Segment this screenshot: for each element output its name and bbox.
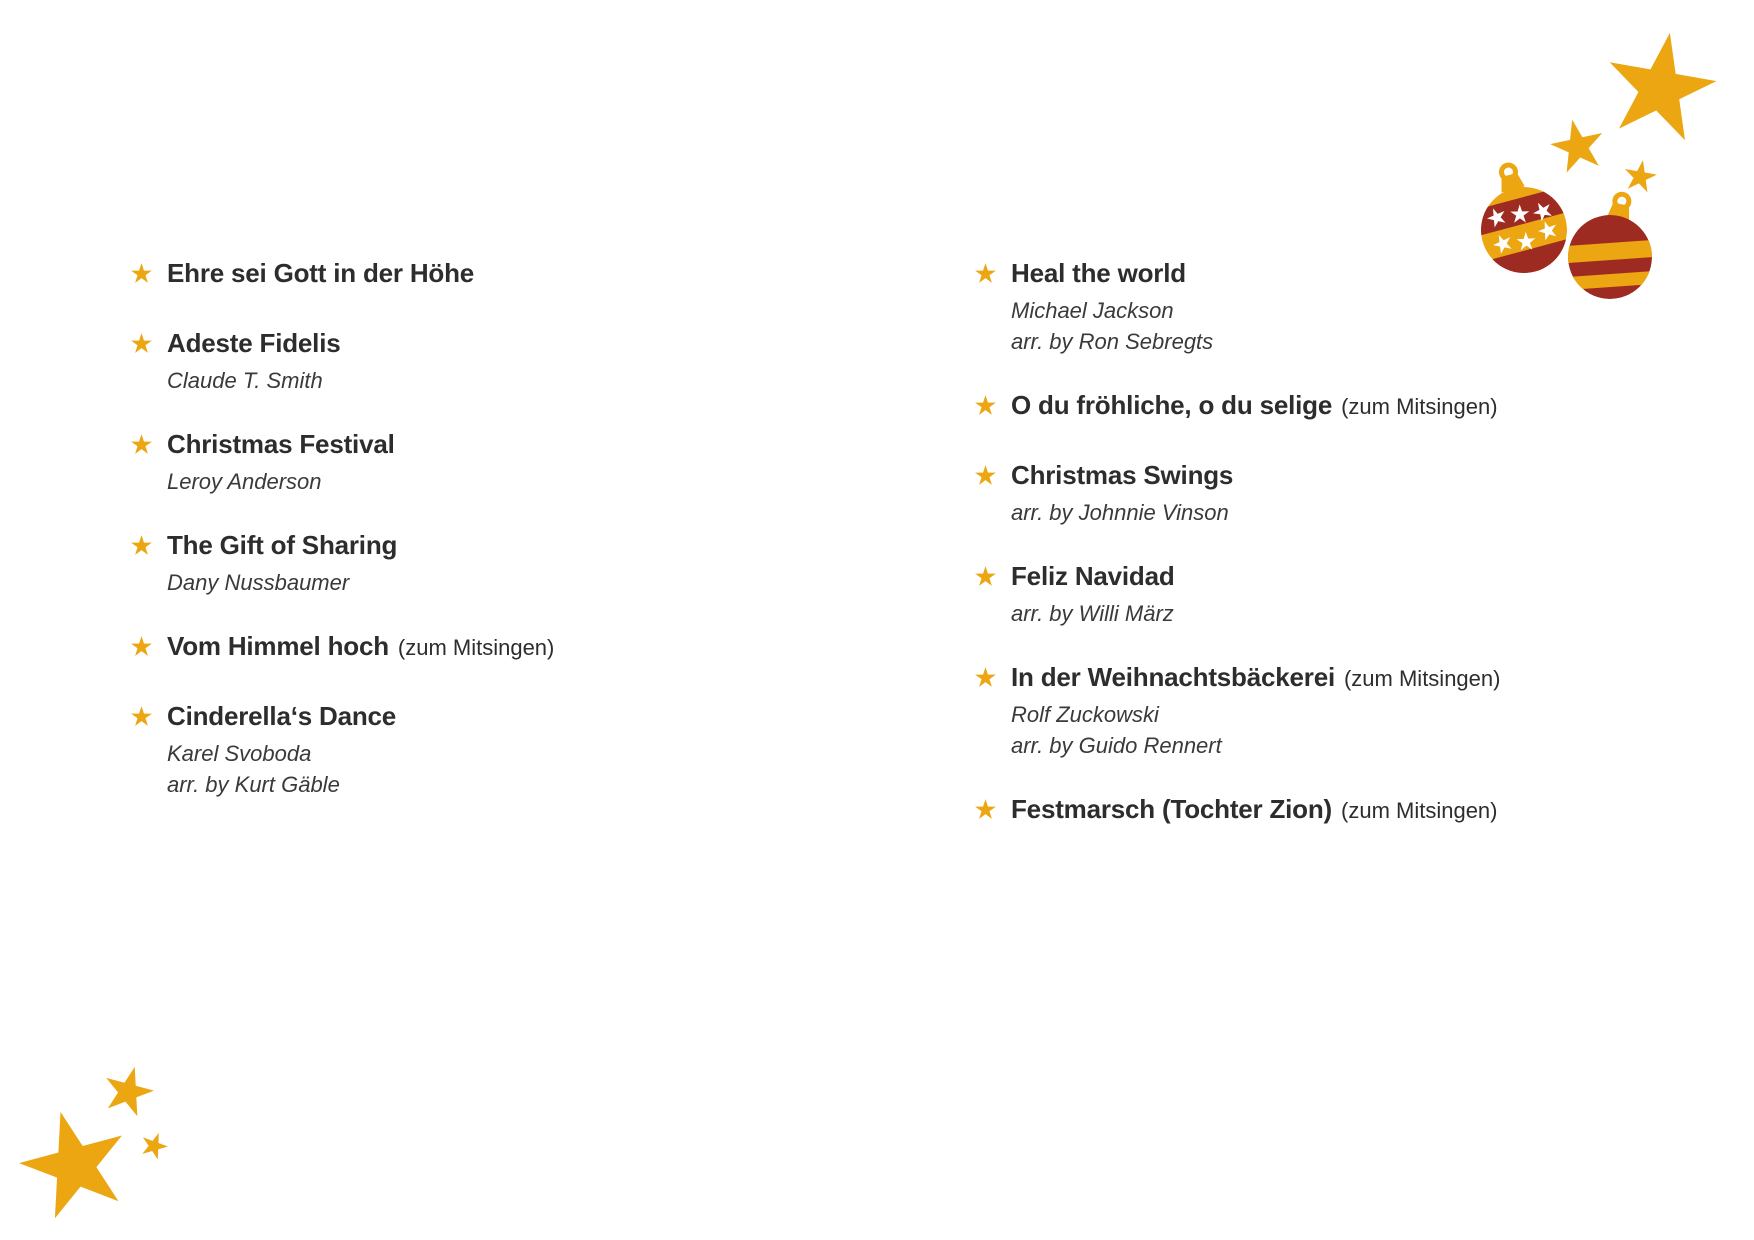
star-bullet-icon xyxy=(129,433,154,457)
song-title: The Gift of Sharing xyxy=(167,530,398,560)
song-title: Feliz Navidad xyxy=(1011,561,1175,591)
song-title: Ehre sei Gott in der Höhe xyxy=(167,258,475,288)
song-title: Cinderella‘s Dance xyxy=(167,701,397,731)
large-star-icon xyxy=(9,1098,138,1223)
program-column-right xyxy=(973,256,1693,862)
program-entry xyxy=(129,427,789,497)
song-title: Adeste Fidelis xyxy=(167,328,341,358)
arranger-name: arr. by Ron Sebregts xyxy=(1011,329,1214,354)
christmas-decoration-bottom-left xyxy=(0,1040,190,1240)
star-bullet-icon xyxy=(973,464,998,488)
program-entry xyxy=(129,699,789,800)
star-bullet-icon xyxy=(973,262,998,286)
arranger-name: arr. by Johnnie Vinson xyxy=(1011,500,1229,525)
program-entry xyxy=(129,528,789,598)
program-entry xyxy=(973,792,1693,831)
song-title: Heal the world xyxy=(1011,258,1186,288)
program-entry xyxy=(973,660,1693,761)
program-entry xyxy=(973,256,1693,357)
medium-star-icon xyxy=(1546,114,1609,175)
star-bullet-icon xyxy=(973,798,998,822)
star-bullet-icon xyxy=(129,534,154,558)
composer-name: Rolf Zuckowski xyxy=(1011,702,1159,727)
large-star-icon xyxy=(1599,23,1724,143)
composer-name: Claude T. Smith xyxy=(167,368,323,393)
song-title: Festmarsch (Tochter Zion) xyxy=(1011,794,1333,824)
program-entry xyxy=(129,629,789,668)
star-bullet-icon xyxy=(129,635,154,659)
program-entry xyxy=(973,458,1693,528)
medium-star-icon xyxy=(99,1060,159,1118)
star-bullet-icon xyxy=(973,565,998,589)
singalong-note: (zum Mitsingen) xyxy=(1341,394,1498,419)
song-title: Christmas Swings xyxy=(1011,460,1234,490)
arranger-name: arr. by Willi März xyxy=(1011,601,1174,626)
singalong-note: (zum Mitsingen) xyxy=(397,635,555,660)
singalong-note: (zum Mitsingen) xyxy=(1343,666,1501,691)
song-title: In der Weihnachtsbäckerei xyxy=(1011,662,1335,692)
song-title: Vom Himmel hoch xyxy=(167,631,389,661)
program-entry xyxy=(973,559,1693,629)
arranger-name: arr. by Guido Rennert xyxy=(1011,733,1222,758)
star-bullet-icon xyxy=(129,262,154,286)
arranger-name: arr. by Kurt Gäble xyxy=(167,772,340,797)
star-bullet-icon xyxy=(973,666,998,690)
program-entry xyxy=(973,388,1693,427)
composer-name: Dany Nussbaumer xyxy=(167,570,350,595)
small-star-icon xyxy=(1622,157,1659,193)
composer-name: Michael Jackson xyxy=(1011,298,1174,323)
star-bullet-icon xyxy=(129,332,154,356)
program-entry xyxy=(129,256,789,295)
singalong-note: (zum Mitsingen) xyxy=(1341,798,1498,823)
star-bullet-icon xyxy=(129,705,154,729)
composer-name: Karel Svoboda xyxy=(167,741,312,766)
star-bullet-icon xyxy=(973,394,998,418)
song-title: O du fröhliche, o du selige xyxy=(1011,390,1333,420)
program-column-left xyxy=(129,256,789,831)
composer-name: Leroy Anderson xyxy=(167,469,322,494)
song-title: Christmas Festival xyxy=(167,429,395,459)
small-star-icon xyxy=(138,1128,172,1161)
program-entry xyxy=(129,326,789,396)
